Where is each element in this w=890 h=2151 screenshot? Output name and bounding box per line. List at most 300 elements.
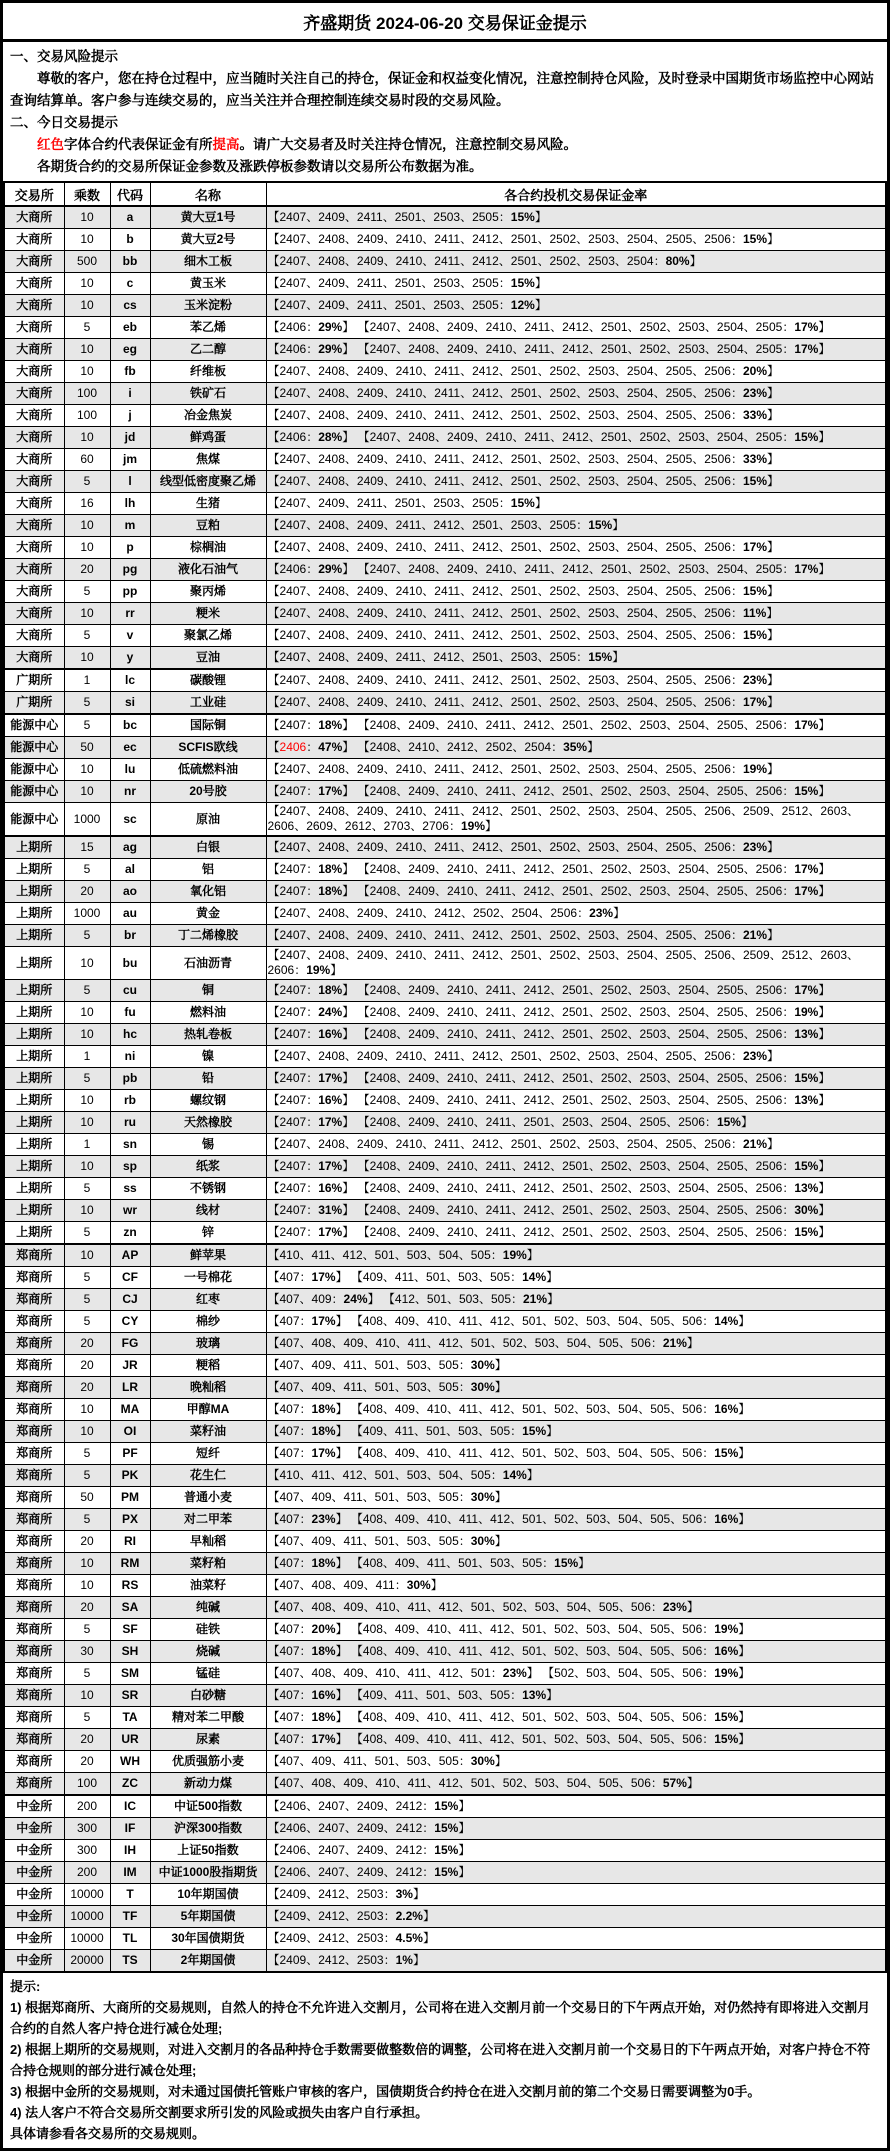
table-row [4,1575,886,1597]
cell-multiplier: 10000 [64,1906,110,1928]
cell-name: 天然橡胶 [150,1112,266,1134]
cell-code: IM [110,1862,150,1884]
cell-multiplier: 50 [64,1487,110,1509]
table-row [4,1840,886,1862]
cell-code: PX [110,1509,150,1531]
cell-name: 生猪 [150,493,266,515]
cell-multiplier: 100 [64,383,110,405]
cell-name: 上证50指数 [150,1840,266,1862]
cell-multiplier: 16 [64,493,110,515]
cell-margin-rates: 【2407：18%】 【2408、2409、2410、2411、2412、2501、2502、2503、2504、2505、2506：17%】 [266,980,886,1002]
margin-rate-table [3,181,887,1973]
cell-exchange: 中金所 [4,1862,64,1884]
cell-multiplier: 10 [64,603,110,625]
cell-multiplier: 20 [64,1377,110,1399]
cell-multiplier: 10 [64,1002,110,1024]
cell-exchange: 大商所 [4,647,64,670]
cell-code: SR [110,1685,150,1707]
table-row [4,1663,886,1685]
cell-multiplier: 5 [64,1465,110,1487]
cell-exchange: 郑商所 [4,1597,64,1619]
table-row [4,714,886,737]
note-tail-text: 。请广大交易者及时关注持仓情况，注意控制交易风险。 [239,137,577,152]
cell-code: FG [110,1333,150,1355]
cell-multiplier: 5 [64,581,110,603]
cell-name: 苯乙烯 [150,317,266,339]
cell-multiplier: 10 [64,427,110,449]
cell-name: 精对苯二甲酸 [150,1707,266,1729]
table-row [4,251,886,273]
footer-item: 3) 根据中金所的交易规则，对未通过国债托管账户审核的客户，国债期货合约持仓在进入交割月前的第二个交易日需要调整为0手。 [10,2084,761,2099]
cell-multiplier: 10 [64,339,110,361]
cell-name: 粳稻 [150,1355,266,1377]
cell-multiplier: 1 [64,669,110,692]
cell-multiplier: 5 [64,1178,110,1200]
cell-code: WH [110,1751,150,1773]
cell-exchange: 中金所 [4,1950,64,1973]
cell-margin-rates: 【407、408、409、410、411、412、501、502、503、504、505、506：57%】 [266,1773,886,1796]
cell-margin-rates: 【407：20%】 【408、409、410、411、412、501、502、503、504、505、506：19%】 [266,1619,886,1641]
cell-name: 线型低密度聚乙烯 [150,471,266,493]
cell-exchange: 中金所 [4,1906,64,1928]
cell-margin-rates: 【2409、2412、2503：2.2%】 [266,1906,886,1928]
cell-multiplier: 10 [64,206,110,229]
cell-exchange: 中金所 [4,1884,64,1906]
table-row [4,1090,886,1112]
cell-multiplier: 20 [64,881,110,903]
cell-code: PM [110,1487,150,1509]
cell-code: ss [110,1178,150,1200]
cell-multiplier: 20 [64,1729,110,1751]
table-row [4,692,886,715]
cell-margin-rates: 【2407、2408、2409、2410、2411、2412、2501、2502、2503、2504、2505、2506：33%】 [266,449,886,471]
cell-name: 国际铜 [150,714,266,737]
cell-margin-rates: 【2407、2408、2409、2411、2412、2501、2503、2505：15%】 [266,515,886,537]
cell-code: wr [110,1200,150,1222]
cell-multiplier: 5 [64,980,110,1002]
cell-multiplier: 300 [64,1818,110,1840]
table-row [4,1597,886,1619]
cell-exchange: 郑商所 [4,1333,64,1355]
cell-code: ZC [110,1773,150,1796]
table-row [4,781,886,803]
cell-code: pb [110,1068,150,1090]
footer-closing: 具体请参看各交易所的交易规则。 [10,2126,206,2141]
cell-code: TF [110,1906,150,1928]
cell-code: au [110,903,150,925]
cell-multiplier: 5 [64,925,110,947]
cell-name: SCFIS欧线 [150,737,266,759]
col-header-multiplier: 乘数 [64,182,110,206]
cell-code: sn [110,1134,150,1156]
cell-name: 新动力煤 [150,1773,266,1796]
cell-name: 尿素 [150,1729,266,1751]
table-row [4,1795,886,1818]
cell-name: 菜籽油 [150,1421,266,1443]
cell-exchange: 郑商所 [4,1641,64,1663]
cell-code: y [110,647,150,670]
cell-code: IF [110,1818,150,1840]
cell-multiplier: 10 [64,759,110,781]
cell-multiplier: 10 [64,1421,110,1443]
cell-exchange: 能源中心 [4,737,64,759]
cell-exchange: 能源中心 [4,714,64,737]
exchange-data-note: 各期货合约的交易所保证金参数及涨跌停板参数请以交易所公布数据为准。 [37,159,483,174]
cell-name: 碳酸锂 [150,669,266,692]
cell-margin-rates: 【2407：16%】 【2408、2409、2410、2411、2412、2501、2502、2503、2504、2505、2506：13%】 [266,1090,886,1112]
table-row [4,471,886,493]
table-row [4,1355,886,1377]
cell-name: 液化石油气 [150,559,266,581]
table-row [4,881,886,903]
cell-margin-rates: 【2407、2408、2409、2410、2412、2502、2504、2506：23%】 [266,903,886,925]
cell-margin-rates: 【407、408、409、410、411、412、501、502、503、504、505、506：21%】 [266,1333,886,1355]
cell-multiplier: 10 [64,781,110,803]
cell-code: i [110,383,150,405]
table-row [4,229,886,251]
cell-margin-rates: 【2407：31%】 【2408、2409、2410、2411、2412、2501、2502、2503、2504、2505、2506：30%】 [266,1200,886,1222]
cell-margin-rates: 【2407、2408、2409、2410、2411、2412、2501、2502、2503、2504、2505、2506：17%】 [266,537,886,559]
cell-exchange: 上期所 [4,1200,64,1222]
cell-margin-rates: 【407：18%】 【408、409、410、411、412、501、502、503、504、505、506：16%】 [266,1641,886,1663]
cell-code: a [110,206,150,229]
cell-exchange: 大商所 [4,449,64,471]
table-row [4,515,886,537]
cell-exchange: 大商所 [4,603,64,625]
cell-name: 中证500指数 [150,1795,266,1818]
cell-margin-rates: 【410、411、412、501、503、504、505：14%】 [266,1465,886,1487]
cell-code: rb [110,1090,150,1112]
table-row [4,493,886,515]
cell-margin-rates: 【2407、2408、2409、2410、2411、2412、2501、2502、2503、2504、2505、2506、2509、2512、2603、2606、2609、2612、2703、2706：19%】 [266,803,886,837]
table-row [4,361,886,383]
cell-exchange: 郑商所 [4,1509,64,1531]
cell-margin-rates: 【2407：18%】 【2408、2409、2410、2411、2412、2501、2502、2503、2504、2505、2506：17%】 [266,859,886,881]
cell-exchange: 上期所 [4,1046,64,1068]
cell-margin-rates: 【407：23%】 【408、409、410、411、412、501、502、503、504、505、506：16%】 [266,1509,886,1531]
table-row [4,1134,886,1156]
cell-exchange: 上期所 [4,1002,64,1024]
cell-code: b [110,229,150,251]
cell-multiplier: 20 [64,1355,110,1377]
cell-name: 铝 [150,859,266,881]
cell-name: 焦煤 [150,449,266,471]
cell-multiplier: 10 [64,1112,110,1134]
cell-code: pp [110,581,150,603]
cell-name: 棉纱 [150,1311,266,1333]
cell-name: 玻璃 [150,1333,266,1355]
cell-multiplier: 10 [64,1244,110,1267]
cell-code: SA [110,1597,150,1619]
cell-code: T [110,1884,150,1906]
table-row [4,1377,886,1399]
cell-exchange: 中金所 [4,1928,64,1950]
cell-name: 聚丙烯 [150,581,266,603]
cell-name: 乙二醇 [150,339,266,361]
cell-margin-rates: 【2407：18%】 【2408、2409、2410、2411、2412、2501、2502、2503、2504、2505、2506：17%】 [266,881,886,903]
cell-margin-rates: 【2407、2408、2409、2410、2411、2412、2501、2502、2503、2504、2505、2506：15%】 [266,581,886,603]
cell-name: 黄大豆1号 [150,206,266,229]
cell-exchange: 上期所 [4,903,64,925]
table-row [4,1862,886,1884]
cell-code: bb [110,251,150,273]
table-row [4,1244,886,1267]
cell-code: UR [110,1729,150,1751]
cell-margin-rates: 【2407、2408、2409、2410、2411、2412、2501、2502、2503、2504：80%】 [266,251,886,273]
red-word-2: 提高 [212,137,240,152]
cell-multiplier: 10 [64,947,110,980]
cell-multiplier: 10 [64,1575,110,1597]
cell-name: 沪深300指数 [150,1818,266,1840]
cell-code: m [110,515,150,537]
cell-code: ni [110,1046,150,1068]
cell-exchange: 上期所 [4,881,64,903]
cell-code: OI [110,1421,150,1443]
cell-code: hc [110,1024,150,1046]
cell-exchange: 大商所 [4,625,64,647]
intro-section [3,42,887,181]
cell-multiplier: 200 [64,1862,110,1884]
table-row [4,1156,886,1178]
cell-name: 晚籼稻 [150,1377,266,1399]
table-row [4,1465,886,1487]
cell-multiplier: 10 [64,1200,110,1222]
cell-margin-rates: 【2406：28%】 【2407、2408、2409、2410、2411、2412、2501、2502、2503、2504、2505：15%】 [266,427,886,449]
cell-name: 菜籽粕 [150,1553,266,1575]
table-row [4,449,886,471]
cell-multiplier: 15 [64,836,110,859]
cell-margin-rates: 【407、409、411、501、503、505：30%】 [266,1531,886,1553]
cell-exchange: 大商所 [4,515,64,537]
cell-margin-rates: 【2407、2408、2409、2410、2411、2412、2501、2502、2503、2504、2505、2506：33%】 [266,405,886,427]
cell-multiplier: 20000 [64,1950,110,1973]
table-row [4,803,886,837]
cell-multiplier: 5 [64,1707,110,1729]
cell-multiplier: 10 [64,1024,110,1046]
cell-exchange: 郑商所 [4,1751,64,1773]
table-row [4,947,886,980]
table-row [4,1112,886,1134]
cell-exchange: 郑商所 [4,1355,64,1377]
cell-margin-rates: 【2407、2408、2409、2410、2411、2412、2501、2502、2503、2504、2505、2506、2509、2512、2603、2606：19%】 [266,947,886,980]
table-row [4,1487,886,1509]
cell-margin-rates: 【2407、2408、2409、2410、2411、2412、2501、2502、2503、2504、2505、2506：15%】 [266,625,886,647]
cell-margin-rates: 【2406、2407、2409、2412：15%】 [266,1795,886,1818]
cell-multiplier: 1000 [64,803,110,837]
cell-name: 聚氯乙烯 [150,625,266,647]
cell-code: MA [110,1399,150,1421]
cell-margin-rates: 【2406：47%】 【2408、2410、2412、2502、2504：35%】 [266,737,886,759]
cell-exchange: 郑商所 [4,1443,64,1465]
cell-name: 20号胶 [150,781,266,803]
cell-name: 纤维板 [150,361,266,383]
table-row [4,1531,886,1553]
col-header-exchange: 交易所 [4,182,64,206]
cell-margin-rates: 【2407：16%】 【2408、2409、2410、2411、2412、2501、2502、2503、2504、2505、2506：13%】 [266,1024,886,1046]
cell-name: 早籼稻 [150,1531,266,1553]
cell-margin-rates: 【2406、2407、2409、2412：15%】 [266,1862,886,1884]
cell-exchange: 郑商所 [4,1773,64,1796]
cell-multiplier: 10 [64,295,110,317]
cell-margin-rates: 【407、409、411、501、503、505：30%】 [266,1487,886,1509]
col-header-rates: 各合约投机交易保证金率 [266,182,886,206]
cell-exchange: 上期所 [4,947,64,980]
table-row [4,1002,886,1024]
col-header-name: 名称 [150,182,266,206]
cell-code: TL [110,1928,150,1950]
cell-code: LR [110,1377,150,1399]
cell-margin-rates: 【2407、2408、2409、2410、2411、2412、2501、2502、2503、2504、2505、2506：23%】 [266,669,886,692]
col-header-code: 代码 [110,182,150,206]
table-row [4,273,886,295]
cell-exchange: 郑商所 [4,1421,64,1443]
footer-item: 1) 根据郑商所、大商所的交易规则，自然人的持仓不允许进入交割月，公司将在进入交割月前一个交易日的下午两点开始，对仍然持有即将进入交割月合约的自然人客户持仓进行减仓处理; [10,2000,871,2036]
cell-exchange: 能源中心 [4,781,64,803]
cell-exchange: 能源中心 [4,759,64,781]
cell-name: 氧化铝 [150,881,266,903]
cell-margin-rates: 【2407、2408、2409、2410、2411、2412、2501、2502、2503、2504、2505、2506：19%】 [266,759,886,781]
risk-paragraph: 尊敬的客户，您在持仓过程中，应当随时关注自己的持仓，保证金和权益变化情况，注意控制持仓风险，及时登录中国期货市场监控中心网站查询结算单。客户参与连续交易的，应当关注并合理控制连续交易时段的交易风险。 [10,71,874,108]
cell-exchange: 中金所 [4,1795,64,1818]
cell-code: v [110,625,150,647]
cell-name: 铜 [150,980,266,1002]
cell-multiplier: 10 [64,273,110,295]
footer-heading: 提示: [10,1979,41,1994]
cell-code: eg [110,339,150,361]
cell-multiplier: 20 [64,1333,110,1355]
cell-exchange: 郑商所 [4,1289,64,1311]
cell-code: lh [110,493,150,515]
table-row [4,647,886,670]
cell-exchange: 郑商所 [4,1575,64,1597]
cell-margin-rates: 【2409、2412、2503：1%】 [266,1950,886,1973]
cell-margin-rates: 【2407、2408、2409、2410、2411、2412、2501、2502、2503、2504、2505、2506：11%】 [266,603,886,625]
cell-multiplier: 5 [64,1663,110,1685]
cell-name: 工业硅 [150,692,266,715]
cell-exchange: 广期所 [4,692,64,715]
cell-multiplier: 5 [64,1311,110,1333]
cell-code: j [110,405,150,427]
cell-code: RI [110,1531,150,1553]
cell-multiplier: 10 [64,647,110,670]
table-row [4,1443,886,1465]
footer-notes [3,1973,887,2148]
cell-name: 白银 [150,836,266,859]
cell-exchange: 郑商所 [4,1399,64,1421]
cell-code: TS [110,1950,150,1973]
cell-name: 玉米淀粉 [150,295,266,317]
cell-code: IC [110,1795,150,1818]
cell-multiplier: 5 [64,1289,110,1311]
table-header-row [4,182,886,206]
cell-multiplier: 5 [64,471,110,493]
cell-exchange: 大商所 [4,493,64,515]
cell-name: 30年国债期货 [150,1928,266,1950]
cell-margin-rates: 【2407、2409、2411、2501、2503、2505：12%】 [266,295,886,317]
table-row [4,1906,886,1928]
cell-exchange: 大商所 [4,581,64,603]
table-row [4,1222,886,1245]
cell-exchange: 上期所 [4,859,64,881]
cell-margin-rates: 【2407：17%】 【2408、2409、2410、2411、2412、2501、2502、2503、2504、2505、2506：15%】 [266,1068,886,1090]
cell-multiplier: 5 [64,1509,110,1531]
cell-exchange: 郑商所 [4,1707,64,1729]
cell-code: pg [110,559,150,581]
table-row [4,1619,886,1641]
cell-code: IH [110,1840,150,1862]
cell-code: fu [110,1002,150,1024]
table-row [4,1950,886,1973]
cell-margin-rates: 【407：18%】 【408、409、411、501、503、505：15%】 [266,1553,886,1575]
table-row [4,339,886,361]
cell-code: cu [110,980,150,1002]
table-row [4,1818,886,1840]
cell-multiplier: 1 [64,1134,110,1156]
cell-margin-rates: 【2407、2408、2409、2411、2412、2501、2503、2505：15%】 [266,647,886,670]
table-row [4,1509,886,1531]
cell-exchange: 上期所 [4,1090,64,1112]
cell-margin-rates: 【407：17%】 【408、409、410、411、412、501、502、503、504、505、506：15%】 [266,1729,886,1751]
cell-code: JR [110,1355,150,1377]
cell-exchange: 大商所 [4,361,64,383]
cell-multiplier: 10 [64,515,110,537]
cell-code: bu [110,947,150,980]
table-row [4,559,886,581]
cell-name: 棕榈油 [150,537,266,559]
cell-code: RS [110,1575,150,1597]
cell-exchange: 郑商所 [4,1553,64,1575]
cell-code: p [110,537,150,559]
cell-name: 线材 [150,1200,266,1222]
table-row [4,1046,886,1068]
table-row [4,980,886,1002]
cell-name: 甲醇MA [150,1399,266,1421]
cell-margin-rates: 【407、409：24%】 【412、501、503、505：21%】 [266,1289,886,1311]
cell-exchange: 郑商所 [4,1377,64,1399]
cell-exchange: 上期所 [4,836,64,859]
cell-code: RM [110,1553,150,1575]
cell-code: si [110,692,150,715]
cell-margin-rates: 【2407、2408、2409、2410、2411、2412、2501、2502、2503、2504、2505、2506：21%】 [266,1134,886,1156]
cell-name: 石油沥青 [150,947,266,980]
cell-exchange: 大商所 [4,206,64,229]
table-row [4,1685,886,1707]
cell-exchange: 上期所 [4,1178,64,1200]
cell-margin-rates: 【2407、2408、2409、2410、2411、2412、2501、2502、2503、2504、2505、2506：21%】 [266,925,886,947]
cell-multiplier: 10 [64,1553,110,1575]
cell-multiplier: 20 [64,1751,110,1773]
cell-exchange: 郑商所 [4,1663,64,1685]
cell-margin-rates: 【2407、2408、2409、2410、2411、2412、2501、2502、2503、2504、2505、2506：23%】 [266,1046,886,1068]
cell-name: 一号棉花 [150,1267,266,1289]
cell-margin-rates: 【2407：16%】 【2408、2409、2410、2411、2412、2501、2502、2503、2504、2505、2506：13%】 [266,1178,886,1200]
table-row [4,206,886,229]
cell-exchange: 大商所 [4,251,64,273]
cell-name: 优质强筋小麦 [150,1751,266,1773]
cell-name: 中证1000股指期货 [150,1862,266,1884]
cell-code: lc [110,669,150,692]
footer-item: 4) 法人客户不符合交易所交割要求所引发的风险或损失由客户自行承担。 [10,2105,429,2120]
cell-margin-rates: 【2407、2408、2409、2410、2411、2412、2501、2502、2503、2504、2505、2506：23%】 [266,836,886,859]
cell-margin-rates: 【2407、2409、2411、2501、2503、2505：15%】 [266,206,886,229]
cell-name: 镍 [150,1046,266,1068]
cell-multiplier: 100 [64,1773,110,1796]
section2-heading: 二、今日交易提示 [10,115,118,130]
page-title: 齐盛期货 2024-06-20 交易保证金提示 [3,3,887,42]
table-row [4,1928,886,1950]
cell-name: 黄玉米 [150,273,266,295]
cell-name: 不锈钢 [150,1178,266,1200]
